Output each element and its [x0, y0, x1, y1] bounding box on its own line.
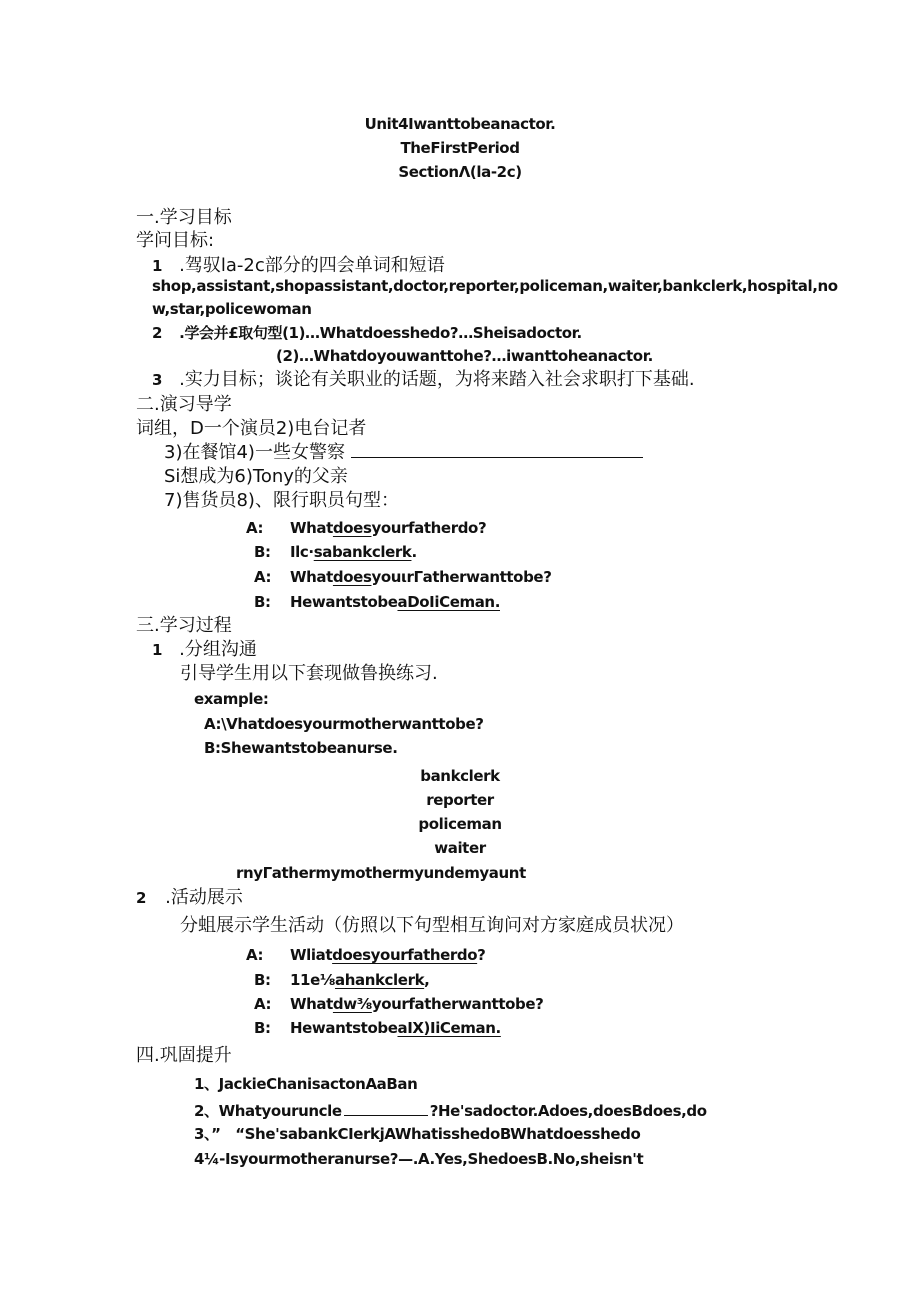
job-option: policeman — [418, 815, 502, 833]
answer-blank — [351, 443, 643, 458]
section-3-heading: 三.学习过程 — [136, 615, 232, 636]
exercise-1: 1、JackieChanisactonAaBan — [194, 1075, 418, 1093]
dialog-3-speaker: A: — [254, 568, 272, 586]
dialog-4-line: HewantstobeaDoIiCeman. — [290, 593, 500, 611]
practice-1-line: Wliatdoesyourfatherdo? — [290, 946, 486, 964]
phrase-line-1: 词组，D一个演员2)电台记者 — [136, 418, 367, 439]
process-1-description: 引导学生用以下套现做鲁换练习. — [180, 663, 438, 684]
goal-1-number: 1 — [152, 257, 163, 275]
dialog-2-speaker: B: — [254, 543, 271, 561]
vocab-line-2: w,star,policewoman — [152, 300, 312, 318]
phrase-line-2-text: 3)在餐馆4)一些女警察 — [164, 442, 345, 463]
section-2-heading: 二.演习导学 — [136, 394, 232, 415]
exercise-4: 4¼-Isyourmotheranurse?—.A.Yes,ShedoesB.No,sheisn't — [194, 1150, 644, 1168]
document-title: Unit4Iwanttobeanactor. — [364, 115, 556, 133]
dialog-2-line: Ilc·sabankclerk. — [290, 543, 417, 561]
exercise-2-blank — [344, 1101, 428, 1116]
practice-3-speaker: A: — [254, 995, 272, 1013]
dialog-4-speaker: B: — [254, 593, 271, 611]
section-1-heading: 一.学习目标 — [136, 207, 232, 228]
process-1-text: .分组沟通 — [179, 639, 257, 660]
goal-2-pattern-2: (2)…Whatdoyouwanttohe?…iwanttoheanactor. — [276, 347, 653, 365]
period-title: TheFirstPeriod — [400, 139, 520, 157]
process-2-text: .活动展示 — [165, 887, 243, 908]
example-label: example: — [194, 690, 269, 708]
practice-1-speaker: A: — [246, 946, 264, 964]
process-item-1 — [152, 640, 257, 660]
process-2-description: 分蛆展示学生活动（仿照以下句型相互询问对方家庭成员状况） — [180, 915, 684, 936]
exercise-3: 3、” “She'sabankCIerkjAWhatisshedoBWhatdoesshedo — [194, 1125, 641, 1143]
process-1-number: 1 — [152, 641, 163, 659]
dialog-1-speaker: A: — [246, 519, 264, 537]
dialog-1-line: Whatdoesyourfatherdo? — [290, 519, 487, 537]
process-item-2 — [136, 888, 243, 908]
section-4-heading: 四.巩固提升 — [136, 1045, 232, 1066]
exercise-2: 2、Whatyouruncle ?He'sadoctor.Adoes,doesBdoes,do — [194, 1102, 707, 1120]
section-title: SectionΛ(la-2c) — [398, 163, 522, 181]
phrase-line-2 — [164, 443, 643, 463]
job-option: waiter — [434, 839, 486, 857]
goal-3-text: .实力目标；谈论有关职业的话题，为将来踏入社会求职打下基础. — [179, 369, 695, 390]
phrase-line-3: Si想成为6)Tony的父亲 — [164, 466, 348, 487]
phrase-line-4: 7)售货员8)、限行职员句型： — [164, 490, 399, 511]
practice-2-speaker: B: — [254, 971, 271, 989]
goal-item-3 — [152, 370, 695, 390]
knowledge-goal-label: 学问目标: — [136, 230, 215, 251]
goal-item-1 — [152, 256, 445, 276]
goal-item-2 — [152, 324, 582, 342]
family-members-line: rnyΓathermymothermyundemyaunt — [236, 864, 526, 882]
process-2-number: 2 — [136, 889, 147, 907]
goal-2-number: 2 — [152, 324, 163, 342]
job-option: bankclerk — [420, 767, 500, 785]
dialog-3-line: WhatdoesyouιrΓatherwanttobe? — [290, 568, 552, 586]
example-answer: B:Shewantstobeanurse. — [204, 739, 398, 757]
example-question: A:\Vhatdoesyourmotherwanttobe? — [204, 715, 484, 733]
practice-4-line: HewantstobeaIX)IiCeman. — [290, 1019, 501, 1037]
goal-2-text: .学会并£取句型(1)…Whatdoesshedo?…Sheisadoctor. — [179, 324, 582, 342]
practice-3-line: Whatdw⅜yourfatherwanttobe? — [290, 995, 544, 1013]
practice-2-line: 11e⅛ahankclerk, — [290, 971, 430, 989]
vocab-line-1: shop,assistant,shopassistant,doctor,reporter,policeman,waiter,bankclerk,hospital,no — [152, 277, 838, 295]
goal-3-number: 3 — [152, 371, 163, 389]
goal-1-text: .驾驭la-2c部分的四会单词和短语 — [179, 255, 445, 276]
practice-4-speaker: B: — [254, 1019, 271, 1037]
job-option: reporter — [426, 791, 494, 809]
